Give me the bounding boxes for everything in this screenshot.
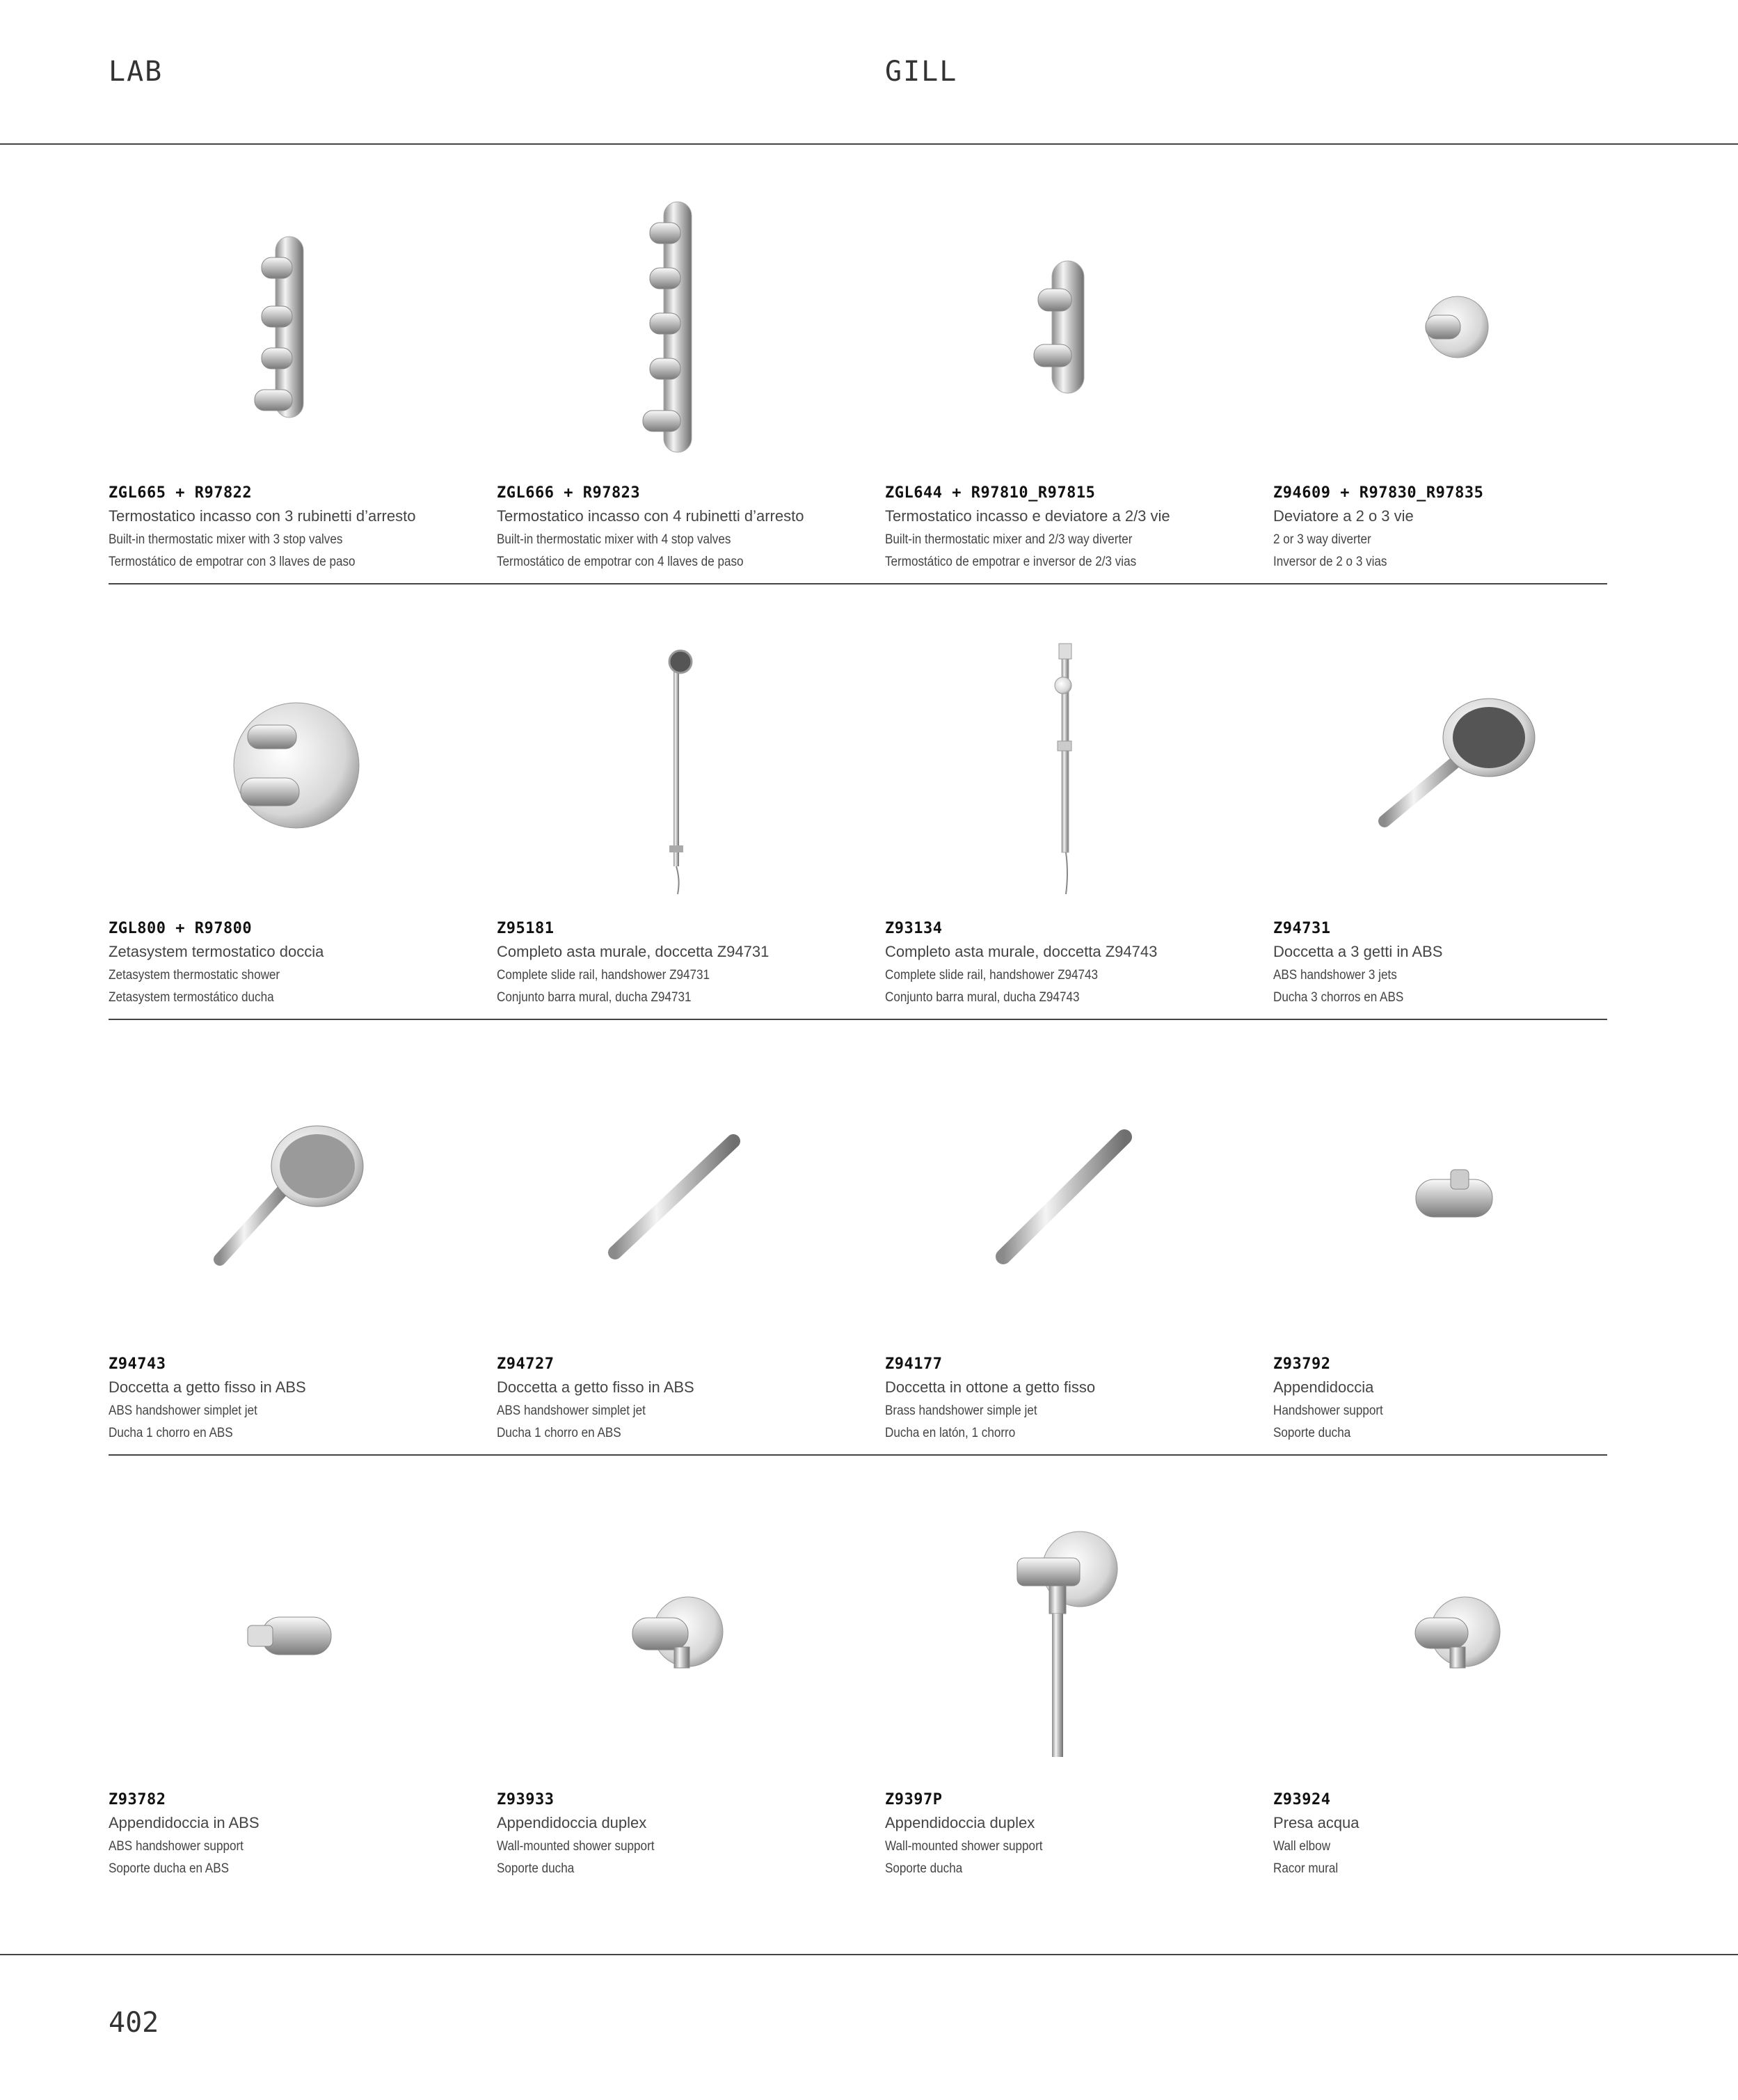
product-name-english: Wall-mounted shower support (497, 1839, 655, 1854)
product-name-italian: Appendidoccia duplex (497, 1814, 647, 1831)
product-name-italian: Deviatore a 2 o 3 vie (1273, 507, 1414, 525)
thermostatic-mixer-3-valves-image (109, 188, 470, 466)
handshower-3-jets-image (1273, 626, 1635, 905)
row-divider (109, 1454, 1607, 1456)
slide-rail-image (885, 626, 1247, 905)
product-code: ZGL644 + R97810_R97815 (885, 484, 1096, 502)
row-divider (109, 1019, 1607, 1020)
product-name-english: Wall elbow (1273, 1839, 1331, 1854)
row-divider (109, 583, 1607, 584)
product-name-spanish: Ducha 1 chorro en ABS (109, 1426, 233, 1440)
product-code: Z95181 (497, 920, 555, 937)
product-code: Z93782 (109, 1791, 166, 1808)
product-name-italian: Completo asta murale, doccetta Z94731 (497, 943, 770, 960)
product-code: Z94609 + R97830_R97835 (1273, 484, 1484, 502)
page-number: 402 (109, 2007, 159, 2039)
product-code: Z94177 (885, 1355, 943, 1373)
product-name-spanish: Soporte ducha en ABS (109, 1861, 230, 1876)
product-name-italian: Presa acqua (1273, 1814, 1360, 1831)
product-name-english: 2 or 3 way diverter (1273, 532, 1371, 547)
product-code: ZGL666 + R97823 (497, 484, 641, 502)
brass-stick-handshower-image (885, 1058, 1247, 1336)
product-name-english: Complete slide rail, handshower Z94743 (885, 968, 1099, 983)
product-name-spanish: Ducha en latón, 1 chorro (885, 1426, 1016, 1440)
product-name-english: Built-in thermostatic mixer and 2/3 way diverter (885, 532, 1133, 547)
thermostatic-mixer-diverter-image (885, 188, 1247, 466)
product-name-italian: Termostatico incasso con 4 rubinetti d’arresto (497, 507, 804, 525)
product-name-spanish: Soporte ducha (1273, 1426, 1351, 1440)
product-name-english: ABS handshower simplet jet (109, 1403, 257, 1418)
product-name-english: Wall-mounted shower support (885, 1839, 1043, 1854)
diverter-image (1273, 188, 1635, 466)
product-name-italian: Zetasystem termostatico doccia (109, 943, 324, 960)
product-name-english: Brass handshower simple jet (885, 1403, 1037, 1418)
product-name-english: Complete slide rail, handshower Z94731 (497, 968, 710, 983)
product-code: Z93792 (1273, 1355, 1331, 1373)
product-name-italian: Appendidoccia duplex (885, 1814, 1035, 1831)
product-name-english: Built-in thermostatic mixer with 3 stop valves (109, 532, 343, 547)
product-name-spanish: Termostático de empotrar e inversor de 2/3 vias (885, 555, 1137, 569)
product-name-italian: Doccetta a getto fisso in ABS (497, 1378, 694, 1396)
product-name-italian: Doccetta a 3 getti in ABS (1273, 943, 1443, 960)
duplex-support-image (497, 1496, 859, 1774)
header-divider (0, 143, 1738, 145)
product-name-italian: Appendidoccia in ABS (109, 1814, 260, 1831)
product-name-italian: Completo asta murale, doccetta Z94743 (885, 943, 1158, 960)
product-name-spanish: Soporte ducha (497, 1861, 575, 1876)
product-name-italian: Termostatico incasso con 3 rubinetti d’arresto (109, 507, 416, 525)
thermostatic-mixer-4-valves-image (497, 188, 859, 466)
product-code: Z9397P (885, 1791, 943, 1808)
product-name-italian: Doccetta a getto fisso in ABS (109, 1378, 306, 1396)
series-title-right: GILL (885, 56, 958, 88)
handshower-support-image (1273, 1058, 1635, 1336)
product-code: Z93134 (885, 920, 943, 937)
product-name-english: ABS handshower simplet jet (497, 1403, 646, 1418)
product-code: Z93924 (1273, 1791, 1331, 1808)
product-name-english: ABS handshower 3 jets (1273, 968, 1397, 983)
product-code: Z94731 (1273, 920, 1331, 937)
stick-handshower-image (497, 1058, 859, 1336)
product-code: Z93933 (497, 1791, 555, 1808)
duplex-support-hose-image (885, 1496, 1247, 1788)
product-name-english: Built-in thermostatic mixer with 4 stop valves (497, 532, 731, 547)
handshower-round-image (109, 1058, 470, 1336)
product-name-italian: Termostatico incasso e deviatore a 2/3 vie (885, 507, 1170, 525)
product-name-english: Handshower support (1273, 1403, 1383, 1418)
footer-divider (0, 1954, 1738, 1955)
product-name-spanish: Termostático de empotrar con 4 llaves de paso (497, 555, 744, 569)
product-name-spanish: Conjunto barra mural, ducha Z94731 (497, 990, 692, 1005)
abs-handshower-support-image (109, 1496, 470, 1774)
product-code: Z94743 (109, 1355, 166, 1373)
wall-elbow-image (1273, 1496, 1635, 1774)
product-name-spanish: Zetasystem termostático ducha (109, 990, 274, 1005)
product-name-spanish: Inversor de 2 o 3 vias (1273, 555, 1387, 569)
series-title-left: LAB (109, 56, 164, 88)
zetasystem-thermostatic-image (109, 626, 470, 905)
product-code: Z94727 (497, 1355, 555, 1373)
product-name-english: Zetasystem thermostatic shower (109, 968, 280, 983)
product-name-spanish: Ducha 1 chorro en ABS (497, 1426, 621, 1440)
slide-rail-round-head-image (497, 626, 859, 905)
product-name-spanish: Soporte ducha (885, 1861, 963, 1876)
product-name-spanish: Racor mural (1273, 1861, 1339, 1876)
product-name-italian: Appendidoccia (1273, 1378, 1374, 1396)
product-code: ZGL800 + R97800 (109, 920, 253, 937)
product-name-english: ABS handshower support (109, 1839, 244, 1854)
product-name-italian: Doccetta in ottone a getto fisso (885, 1378, 1096, 1396)
product-name-spanish: Conjunto barra mural, ducha Z94743 (885, 990, 1080, 1005)
product-code: ZGL665 + R97822 (109, 484, 253, 502)
product-name-spanish: Ducha 3 chorros en ABS (1273, 990, 1404, 1005)
product-name-spanish: Termostático de empotrar con 3 llaves de paso (109, 555, 356, 569)
